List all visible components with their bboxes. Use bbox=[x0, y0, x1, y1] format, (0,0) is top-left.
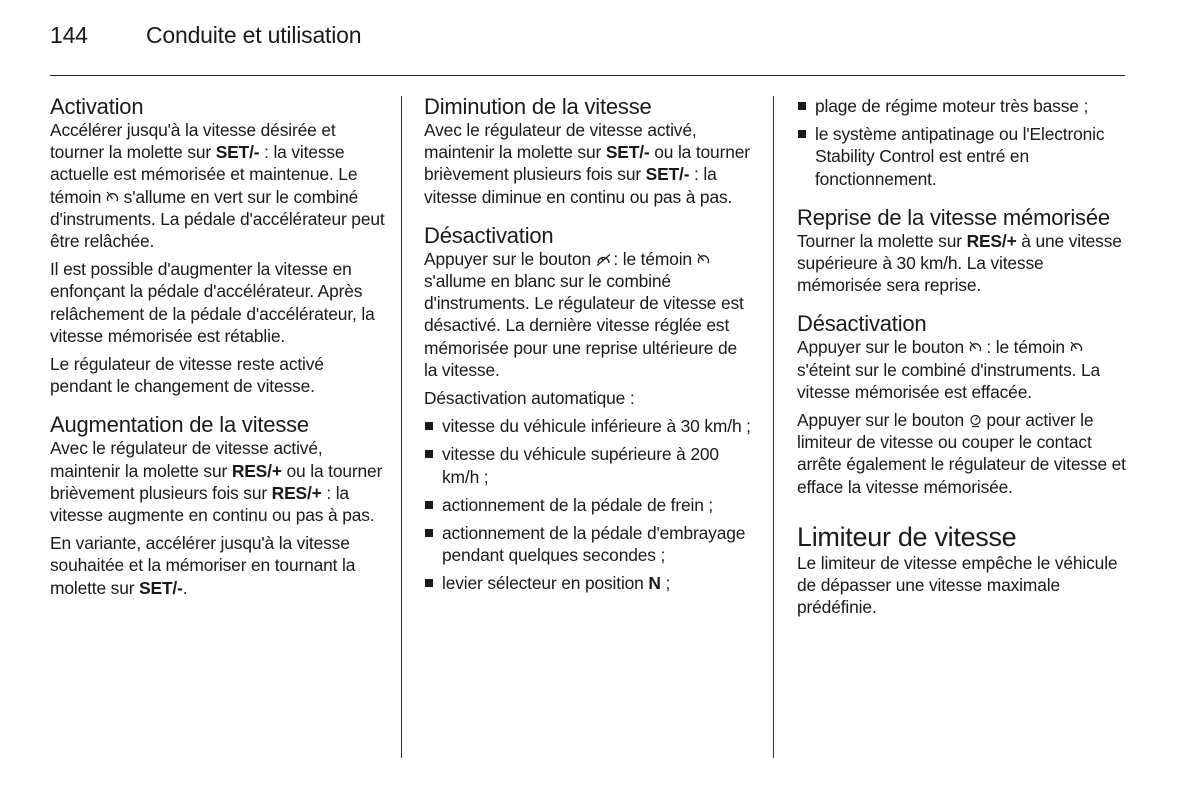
list-item: vitesse du véhicule supérieure à 200 km/h ; bbox=[424, 443, 754, 487]
header-rule bbox=[50, 75, 1125, 76]
heading-reprise: Reprise de la vitesse mémorisée bbox=[797, 204, 1110, 230]
paragraph: Il est possible d'augmenter la vitesse en enfonçant la pédale d'accélérateur. Après relâchement de la pédale d'accélérateur, la vitesse mémorisée est rétablie. bbox=[50, 259, 375, 346]
cruise-control-off-icon bbox=[596, 253, 609, 267]
cruise-control-icon bbox=[969, 341, 982, 355]
heading-desactivation: Désactivation bbox=[424, 222, 554, 248]
column-1 bbox=[50, 95, 385, 605]
bullet-list bbox=[797, 95, 1129, 190]
heading-augmentation: Augmentation de la vitesse bbox=[50, 412, 309, 438]
paragraph: Le limiteur de vitesse empêche le véhicule de dépasser une vitesse maximale prédéfinie. bbox=[797, 552, 1118, 618]
page-number: 144 bbox=[50, 22, 88, 48]
list-item: levier sélecteur en position N ; bbox=[424, 572, 754, 594]
bullet-list bbox=[424, 415, 754, 594]
paragraph: En variante, accélérer jusqu'à la vitesse souhaitée et la mémoriser en tournant la molette sur SET/-. bbox=[50, 533, 356, 598]
paragraph: Appuyer sur le bouton pour activer le limiteur de vitesse ou couper le contact arrête également le régulateur de vitesse et efface la vitesse mémorisée. bbox=[797, 410, 1126, 497]
column-divider bbox=[401, 96, 402, 758]
list-item: actionnement de la pédale de frein ; bbox=[424, 494, 754, 516]
heading-diminution: Diminution de la vitesse bbox=[424, 94, 652, 119]
paragraph: Avec le régulateur de vitesse activé, maintenir la molette sur SET/- ou la tourner brièvement plusieurs fois sur SET/- : la vitesse diminue en continu ou pas à pas. bbox=[424, 120, 750, 207]
paragraph: Appuyer sur le bouton : le témoin s'éteint sur le combiné d'instruments. La vitesse mémorisée est effacée. bbox=[797, 337, 1101, 402]
paragraph: Le régulateur de vitesse reste activé pendant le changement de vitesse. bbox=[50, 354, 324, 397]
paragraph: Avec le régulateur de vitesse activé, maintenir la molette sur RES/+ ou la tourner brièvement plusieurs fois sur RES/+ : la vitesse augmente en continu ou pas à pas. bbox=[50, 438, 383, 526]
paragraph: Tourner la molette sur RES/+ à une vitesse supérieure à 30 km/h. La vitesse mémorisée sera reprise. bbox=[797, 230, 1122, 296]
heading-desactivation: Désactivation bbox=[797, 311, 927, 337]
cruise-control-icon bbox=[106, 191, 119, 205]
list-item: actionnement de la pédale d'embrayage pendant quelques secondes ; bbox=[424, 522, 754, 566]
page-header bbox=[50, 22, 361, 49]
paragraph: Appuyer sur le bouton : le témoin s'allume en blanc sur le combiné d'instruments. Le régulateur de vitesse est désactivé. La dernière vitesse réglée est mémorisée pour une reprise ultérieure de la vitesse. bbox=[424, 248, 744, 380]
paragraph: Accélérer jusqu'à la vitesse désirée et tourner la molette sur SET/- : la vitesse actuelle est mémorisée et maintenue. Le témoin s'allume en vert sur le combiné d'instruments. La pédale d'accélérateur peut être relâchée. bbox=[50, 120, 385, 252]
cruise-control-icon bbox=[1070, 341, 1083, 355]
column-2 bbox=[424, 95, 754, 601]
cruise-control-icon bbox=[697, 253, 710, 267]
speed-limiter-icon bbox=[969, 414, 982, 428]
heading-activation: Activation bbox=[50, 94, 144, 119]
paragraph: Désactivation automatique : bbox=[424, 388, 635, 409]
list-item: vitesse du véhicule inférieure à 30 km/h ; bbox=[424, 415, 754, 437]
section-title: Conduite et utilisation bbox=[146, 22, 362, 48]
column-3 bbox=[797, 95, 1129, 624]
column-divider bbox=[773, 96, 774, 758]
list-item: plage de régime moteur très basse ; bbox=[797, 95, 1129, 117]
heading-limiteur: Limiteur de vitesse bbox=[797, 521, 1017, 552]
list-item: le système antipatinage ou l'Electronic Stability Control est entré en fonctionnement. bbox=[797, 123, 1129, 190]
